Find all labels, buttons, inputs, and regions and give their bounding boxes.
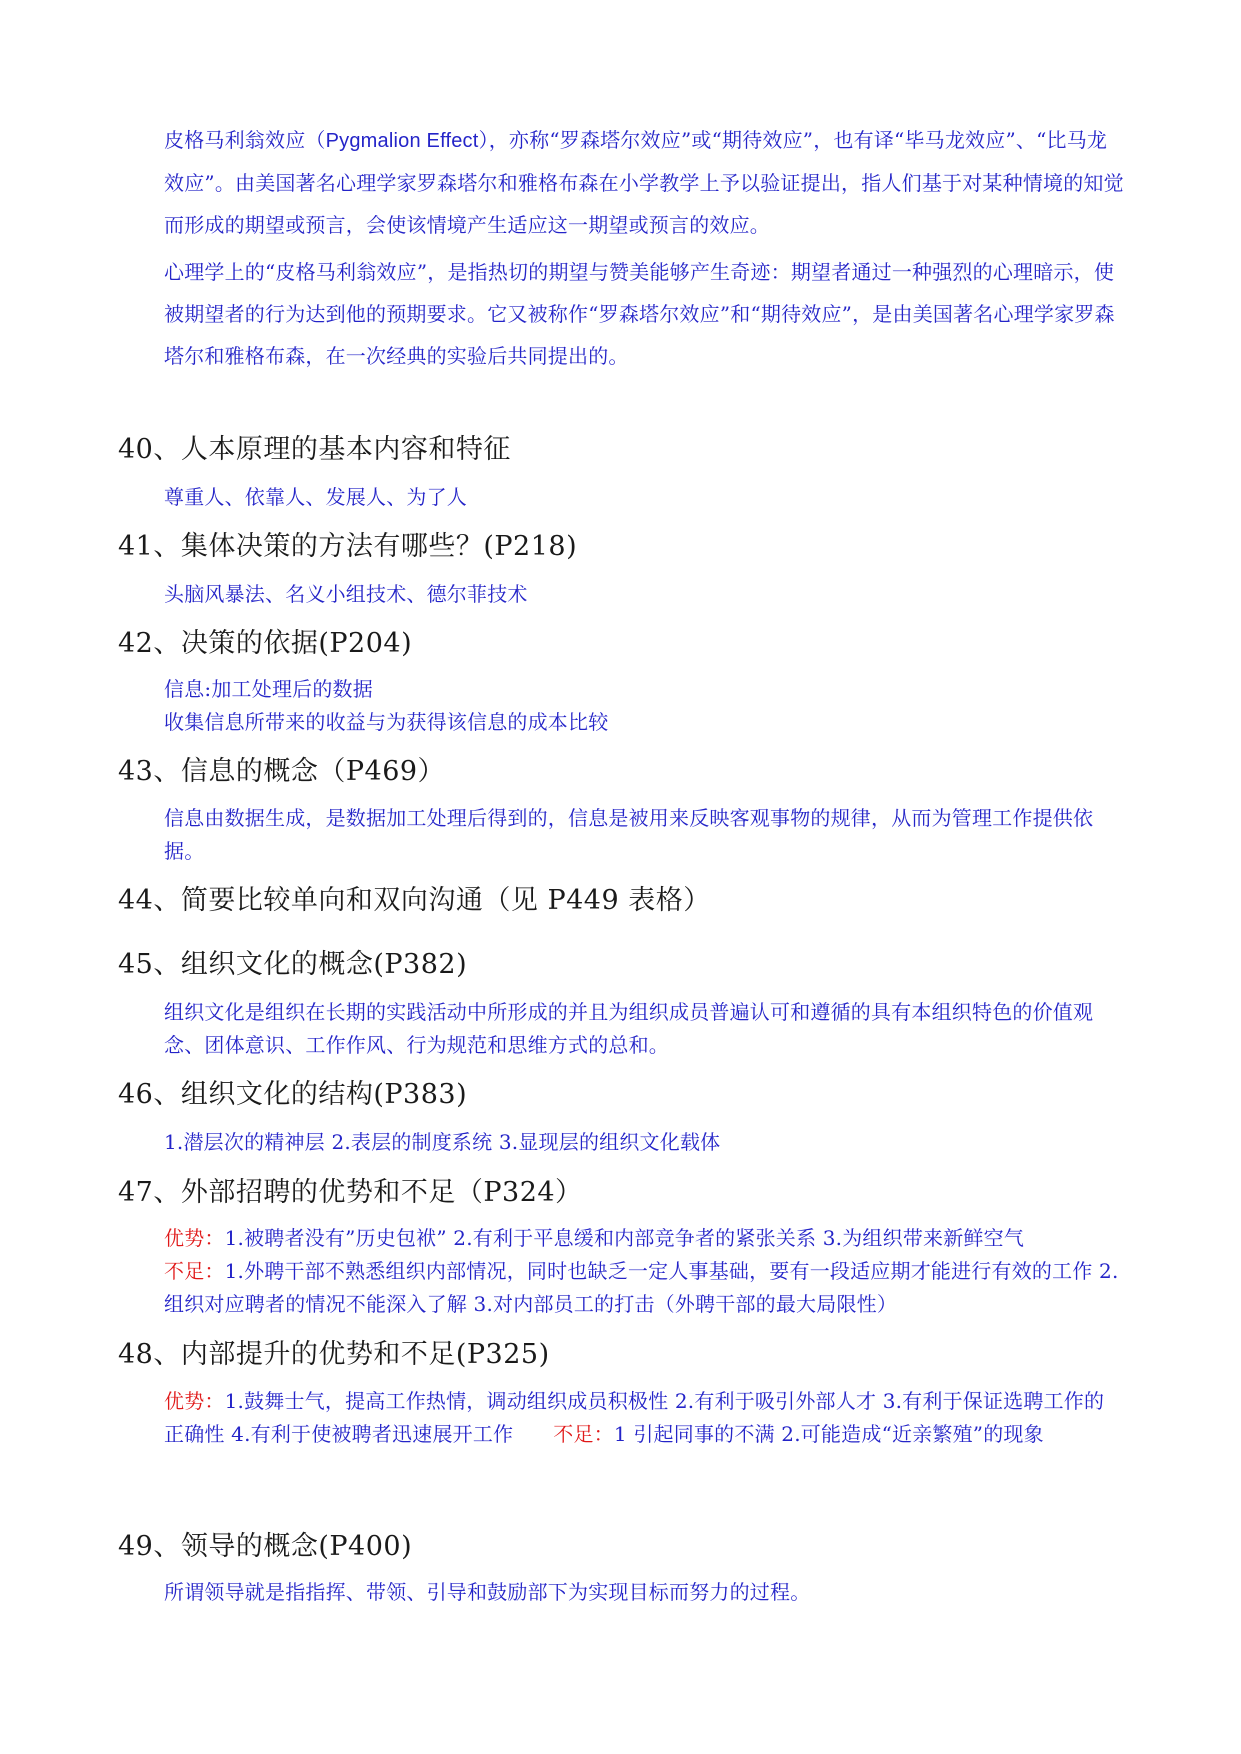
question-41-title: 41、集体决策的方法有哪些？(P218) — [118, 531, 578, 562]
question-43-title: 43、信息的概念（P469） — [118, 756, 446, 787]
question-41-answer: 头脑风暴法、名义小组技术、德尔菲技术 — [164, 582, 528, 606]
question-48-advantage-text: 1.鼓舞士气，提高工作热情，调动组织成员积极性 2.有利于吸引外部人才 3.有利于保证选聘工作的正确性 4.有利于使被聘者迅速展开工作 — [164, 1389, 1105, 1446]
intro-paragraph-2: 心理学上的“皮格马利翁效应”，是指热切的期望与赞美能够产生奇迹：期望者通过一种强烈的心理暗示，使被期望者的行为达到他的预期要求。它又被称作“罗森塔尔效应”和“期待效应”，是由美国著名心理学家罗森塔尔和雅格布森，在一次经典的实验后共同提出的。 — [164, 260, 1115, 368]
question-47-disadvantage-text: 1.外聘干部不熟悉组织内部情况，同时也缺乏一定人事基础，要有一段适应期才能进行有效的工作 2.组织对应聘者的情况不能深入了解 3.对内部员工的打击（外聘干部的最大局限性） — [164, 1259, 1119, 1316]
question-42-answer-line-1: 信息:加工处理后的数据 — [164, 677, 373, 701]
intro-p1-post: ），亦称“罗森塔尔效应”或“期待效应”，也有译“毕马龙效应”、“比马龙效应”。由美国著名心理学家罗森塔尔和雅格布森在小学教学上予以验证提出，指人们基于对某种情境的知觉而形成的期望或预言，会使该情境产生适应这一期望或预言的效应。 — [164, 128, 1124, 237]
intro-p1-pre: 皮格马利翁效应（ — [164, 128, 326, 152]
question-47-title: 47、外部招聘的优势和不足（P324） — [118, 1177, 583, 1208]
question-40-title: 40、人本原理的基本内容和特征 — [118, 434, 511, 465]
question-47-advantage-text: 1.被聘者没有”历史包袱” 2.有利于平息缓和内部竞争者的紧张关系 3.为组织带来新鲜空气 — [224, 1226, 1025, 1250]
intro-paragraph-1 — [164, 119, 1124, 246]
question-48-disadvantage-text: 1 引起同事的不满 2.可能造成“近亲繁殖”的现象 — [613, 1422, 1044, 1446]
question-42-title: 42、决策的依据(P204) — [118, 628, 413, 659]
intro-p1-english: Pygmalion Effect — [325, 130, 479, 152]
question-45-title: 45、组织文化的概念(P382) — [118, 949, 468, 980]
question-47-disadvantage-label: 不足： — [164, 1259, 225, 1283]
question-48-advantage-label: 优势： — [164, 1389, 225, 1413]
question-47-advantage-label: 优势： — [164, 1226, 225, 1250]
question-46-answer: 1.潜层次的精神层 2.表层的制度系统 3.显现层的组织文化载体 — [164, 1130, 721, 1154]
question-46-title: 46、组织文化的结构(P383) — [118, 1079, 468, 1110]
question-48-answer — [164, 1385, 1124, 1451]
question-49-title: 49、领导的概念(P400) — [118, 1531, 413, 1562]
question-48-disadvantage-label: 不足： — [553, 1422, 614, 1446]
question-45-answer: 组织文化是组织在长期的实践活动中所形成的并且为组织成员普遍认可和遵循的具有本组织特色的价值观念、团体意识、工作作风、行为规范和思维方式的总和。 — [164, 1000, 1094, 1057]
question-48-title: 48、内部提升的优势和不足(P325) — [118, 1339, 550, 1370]
question-47-answer — [164, 1222, 1124, 1321]
question-40-answer: 尊重人、依靠人、发展人、为了人 — [164, 485, 467, 509]
question-44-title: 44、简要比较单向和双向沟通（见 P449 表格） — [118, 885, 711, 916]
question-49-answer: 所谓领导就是指指挥、带领、引导和鼓励部下为实现目标而努力的过程。 — [164, 1580, 811, 1604]
question-43-answer: 信息由数据生成，是数据加工处理后得到的，信息是被用来反映客观事物的规律，从而为管理工作提供依据。 — [164, 806, 1094, 863]
question-42-answer-line-2: 收集信息所带来的收益与为获得该信息的成本比较 — [164, 710, 609, 734]
